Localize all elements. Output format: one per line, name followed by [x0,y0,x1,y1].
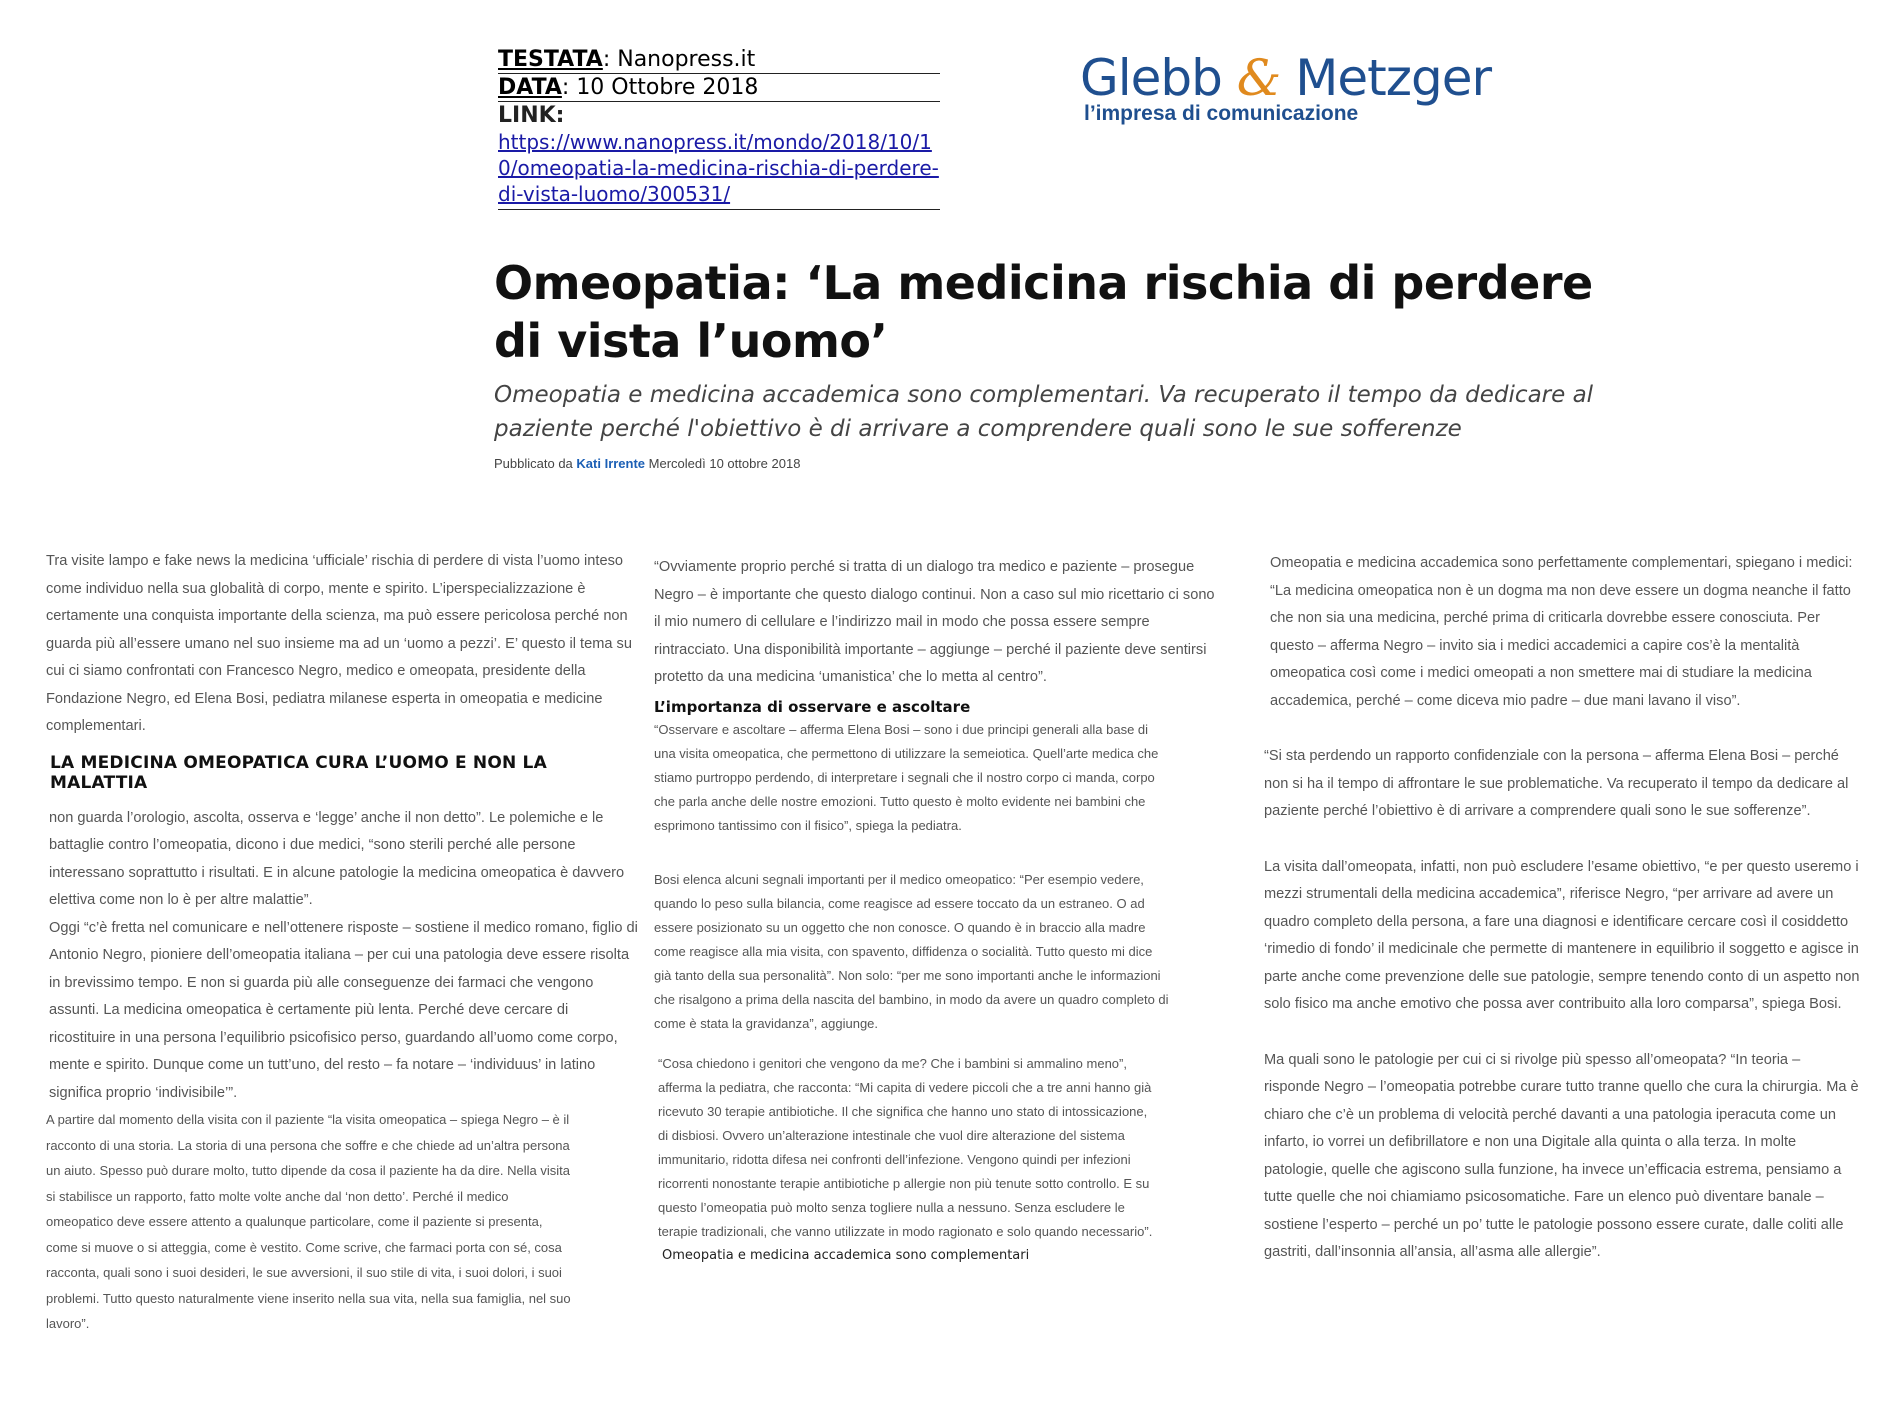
byline [494,456,800,471]
col1-paragraph-2: non guarda l’orologio, ascolta, osserva e ‘legge’ anche il non detto”. Le polemiche e le battaglie contro l’omeopatia, dicono i due medici, “sono sterili perché alle persone interessano soprattutto i risultati. E in alcune patologie la medicina omeopatica è davvero elettiva come non lo è per altre malattie”. [49,809,625,908]
link-label: LINK: [498,103,565,128]
data-value: 10 Ottobre 2018 [576,75,759,100]
testata-label: TESTATA [498,47,603,72]
col2-paragraph-1: “Ovviamente proprio perché si tratta di un dialogo tra medico e paziente – prosegue Negro – è importante che questo dialogo continui. Non a caso sul mio ricettario ci sono il mio numero di cellulare e l’indirizzo mail in modo che possa essere sempre rintracciato. Una disponibilità importante – aggiunge – perché il paziente deve sentirsi protetto da una medicina ‘umanistica’ che lo metta al centro”. [654,559,1215,685]
testata-value: Nanopress.it [617,47,756,72]
col3-paragraph-2: “Si sta perdendo un rapporto confidenziale con la persona – afferma Elena Bosi – perché non si ha il tempo di affrontare le sue problematiche. Va recuperato il tempo da dedicare al paziente perché l’obiettivo è di arrivare a comprendere quali sono le sue sofferenze”. [1264,748,1849,819]
col2-paragraph-3: Bosi elenca alcuni segnali importanti per il medico omeopatico: “Per esempio vedere, quando lo peso sulla bilancia, come reagisce ad essere toccato da un estraneo. O ad essere posizionato su un oggetto che non conosce. O quando è in braccio alla madre come reagisce alla mia visita, con spavento, diffidenza o socialità. Tutto questo mi dice già tanto della sua personalità”. Non solo: “per me sono importanti anche le informazioni che risalgono a prima della nascita del bambino, in modo da avere un quadro completo di come è stata la gravidanza”, aggiunge. [654,871,1169,1031]
logo-name-part2: Metzger [1295,49,1492,107]
col2-paragraph-2: “Osservare e ascoltare – afferma Elena Bosi – sono i due principi generali alla base di una visita omeopatica, che permettono di utilizzare la semeiotica. Quell’arte medica che stiamo purtroppo perdendo, di interpretare i segnali che il nostro corpo ci manda, corpo che parla anche delle nostre emozioni. Tutto questo è molto evidente nei bambini che esprimono tantissimo con il fisico”, spiega la pediatra. [654,721,1159,833]
testata-row: TESTATA: Nanopress.it [498,46,940,74]
logo-name [1080,49,1492,107]
column-2 [654,554,1220,1263]
col1-paragraph-1: Tra visite lampo e fake news la medicina ‘ufficiale’ rischia di perdere di vista l’uomo inteso come individuo nella sua globalità di corpo, mente e spirito. L’iperspecializzazione è certamente una conquista importante della scienza, ma può essere pericolosa perché non guarda più all’essere umano nel suo insieme ma ad un ‘uomo a pezzi’. E’ questo il tema su cui ci siamo confrontati con Francesco Negro, medico e omeopata, presidente della Fondazione Negro, ed Elena Bosi, pediatra milanese esperta in omeopatia e medicine complementari. [46,553,632,734]
data-row: DATA: 10 Ottobre 2018 [498,74,940,102]
company-logo [1080,49,1492,126]
logo-ampersand: & [1236,49,1281,107]
col1-paragraph-4: A partire dal momento della visita con il paziente “la visita omeopatica – spiega Negro – è il racconto di una storia. La storia di una persona che soffre e che chiede ad un’altra persona un aiuto. Spesso può durare molto, tutto dipende da cosa il paziente ha da dire. Nella visita si stabilisce un rapporto, fatto molte volte anche dal ‘non detto’. Perché il medico omeopatico deve essere attento a qualunque particolare, come il paziente si presenta, come si muove o si atteggia, come è vestito. Come scrive, che farmaci porta con sé, cosa racconta, quali sono i suoi desideri, le sue avversioni, il suo stile di vita, i suoi dolori, i suoi problemi. Tutto questo naturalmente viene inserito nella sua vita, nella sua famiglia, nel suo lavoro”. [46,1112,571,1331]
column-3 [1264,550,1860,1267]
byline-prefix: Pubblicato da [494,456,573,471]
article-link[interactable]: https://www.nanopress.it/mondo/2018/10/10/omeopatia-la-medicina-rischia-di-perdere-di-vista-luomo/300531/ [498,130,939,206]
column-1 [46,548,638,1337]
col3-paragraph-1: Omeopatia e medicina accademica sono perfettamente complementari, spiegano i medici: “La medicina omeopatica non è un dogma ma non deve essere un dogma neanche il fatto che non sia una medicina, perché prima di criticarla dovrebbe essere conosciuta. Per questo – afferma Negro – invito sia i medici accademici a capire cos’è la mentalità omeopatica così come i medici omeopati a non smettere mai di studiare la medicina accademica, perché – come diceva mio padre – due mani lavano il viso”. [1270,555,1853,709]
col1-paragraph-3: Oggi “c’è fretta nel comunicare e nell’ottenere risposte – sostiene il medico romano, figlio di Antonio Negro, pioniere dell’omeopatia italiana – per cui una patologia deve essere risolta in brevissimo tempo. E non si guarda più alle conseguenze dei farmaci che vengono assunti. La medicina omeopatica è certamente più lenta. Perché deve cercare di ricostituire in una persona l’equilibrio psicofisico perso, guardando all’uomo come corpo, mente e spirito. Dunque come un tutt’uno, del resto – fa notare – ‘individuus’ in latino significa proprio ‘indivisibile’”. [49,919,638,1101]
col2-heading: L’importanza di osservare e ascoltare [654,697,971,716]
link-row [498,102,940,210]
article-title: Omeopatia: ‘La medicina rischia di perdere di vista l’uomo’ [494,256,1593,368]
col2-image-caption: Omeopatia e medicina accademica sono complementari [662,1247,1030,1263]
press-header [498,46,940,210]
article-subtitle: Omeopatia e medicina accademica sono complementari. Va recuperato il tempo da dedicare al paziente perché l'obiettivo è di arrivare a comprendere quali sono le sue sofferenze [494,382,1594,442]
data-label: DATA [498,75,562,100]
logo-name-part1: Glebb [1080,49,1222,107]
col3-paragraph-4: Ma quali sono le patologie per cui ci si rivolge più spesso all’omeopata? “In teoria – risponde Negro – l’omeopatia potrebbe curare tutto tranne quello che cura la chirurgia. Ma è chiaro che c’è un problema di velocità perché davanti a una patologia iperacuta come un infarto, io vorrei un defibrillatore e non una Digitale alla quinta o alla terza. In molte patologie, quelle che agiscono sulla funzione, ha invece un’efficacia estrema, pensiamo a tutte quelle che noi chiamiamo psicosomatiche. Fare un elenco può diventare banale – sostiene l’esperto – perché un po’ tutte le patologie possono essere curate, dalle coliti alle gastriti, dall’insonnia all’ansia, all’asma alle allergie”. [1264,1051,1859,1260]
byline-date: Mercoledì 10 ottobre 2018 [648,456,801,471]
col2-paragraph-4: “Cosa chiedono i genitori che vengono da me? Che i bambini si ammalino meno”, afferma la pediatra, che racconta: “Mi capita di vedere piccoli che a tre anni hanno già ricevuto 30 terapie antibiotiche. Il che significa che hanno uno stato di intossicazione, di disbiosi. Ovvero un’alterazione intestinale che vuol dire alterazione del sistema immunitario, ridotta difesa nei confronti dell’infezione. Vengono quindi per infezioni ricorrenti nonostante terapie antibiotiche p allergie non più tenute sotto controllo. E su questo l’omeopatia può molto senza togliere nulla a nessuno. Senza escludere le terapie tradizionali, che vanno utilizzate in modo ragionato e solo quando necessario”. [658,1055,1153,1239]
col3-paragraph-3: La visita dall’omeopata, infatti, non può escludere l’esame obiettivo, “e per questo useremo i mezzi strumentali della medicina accademica”, riferisce Negro, “per arrivare ad avere un quadro completo della persona, a fare una diagnosi e identificare cercare così il cosiddetto ‘rimedio di fondo’ il medicinale che permette di mantenere in equilibrio il soggetto e agisce in parte anche come prevenzione delle sue patologie, sempre tenendo conto di un aspetto non solo fisico ma anche emotivo che possa aver contribuito alla loro comparsa”, spiega Bosi. [1264,858,1860,1012]
col1-heading: LA MEDICINA OMEOPATICA CURA L’UOMO E NON LA MALATTIA [50,752,547,793]
logo-tagline: l’impresa di comunicazione [1084,102,1359,125]
byline-author[interactable]: Kati Irrente [576,456,646,471]
